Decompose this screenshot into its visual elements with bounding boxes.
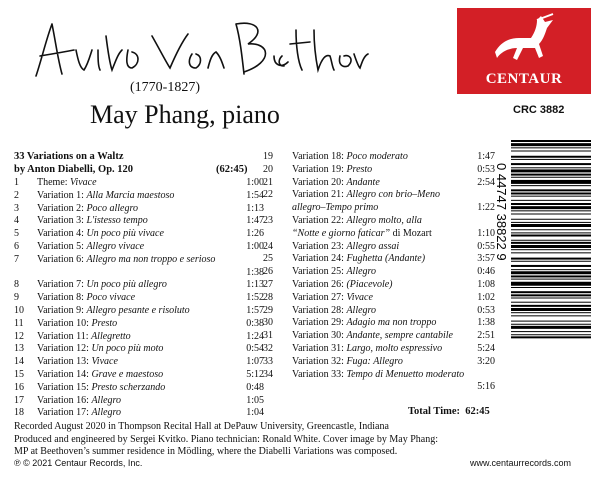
track-tempo: Allegro — [91, 407, 122, 419]
track-number: 27 — [263, 279, 273, 290]
barcode-bar — [511, 159, 591, 160]
track-duration: 3:57 — [477, 253, 495, 265]
centaur-icon — [487, 12, 561, 68]
barcode-bar — [511, 193, 591, 195]
credit-line-recorded: Recorded August 2020 in Thompson Recital Hall at DePauw University, Greencastle, Indiana — [14, 421, 389, 432]
track-number: 11 — [14, 317, 24, 329]
track-duration: 1:00 — [246, 177, 264, 188]
barcode-bar — [511, 258, 591, 260]
barcode-bar — [511, 271, 591, 274]
track-row — [263, 278, 495, 291]
track-tempo: Alla Marcia maestoso — [86, 189, 175, 201]
barcode-bar — [511, 167, 591, 168]
track-number: 8 — [14, 279, 19, 291]
track-row — [263, 163, 495, 176]
barcode-bar — [511, 174, 591, 176]
track-tempo: Tempo di Menuetto moderato — [346, 368, 465, 380]
track-row — [263, 176, 495, 189]
track-title — [292, 265, 376, 278]
track-number: 23 — [263, 215, 273, 226]
track-title-prefix: Variation 13: — [37, 356, 92, 368]
track-title-prefix: Variation 9: — [37, 305, 87, 316]
barcode-bar — [511, 312, 591, 313]
track-duration: 1:54 — [246, 189, 264, 201]
track-duration: 1:02 — [477, 291, 495, 303]
track-row — [14, 304, 264, 317]
track-title — [37, 189, 174, 202]
track-number: 22 — [263, 189, 273, 201]
track-title-prefix: Variation 30: — [292, 330, 347, 342]
barcode-bar — [511, 169, 591, 172]
track-title-prefix: Variation 1: — [37, 189, 87, 201]
track-tempo: Fuga: Allegro — [346, 355, 403, 367]
track-tempo: Grave e maestoso — [91, 369, 164, 380]
track-tempo: Presto scherzando — [91, 381, 166, 393]
track-title-prefix: Variation 2: — [37, 202, 87, 214]
barcode-bar — [511, 336, 591, 338]
track-title-prefix: Variation 21: — [292, 189, 347, 201]
track-duration: 5:16 — [477, 381, 495, 393]
barcode-bar — [511, 177, 591, 178]
copyright: ℗ © 2021 Centaur Records, Inc. — [14, 458, 143, 468]
track-title — [37, 394, 121, 407]
total-time-label: Total Time: — [408, 406, 461, 417]
track-title-prefix: Variation 24: — [292, 253, 347, 265]
track-number: 6 — [14, 241, 19, 252]
track-title — [292, 329, 453, 342]
track-tempo: Largo, molto espressivo — [346, 343, 443, 354]
track-tempo: Allegro — [346, 266, 377, 278]
track-duration: 0:53 — [477, 304, 495, 316]
track-title — [37, 330, 131, 343]
track-row — [14, 253, 264, 266]
track-title-prefix: Variation 22: — [292, 215, 347, 226]
performer-name: May Phang, piano — [90, 100, 280, 129]
barcode-bar — [511, 219, 591, 220]
barcode-bar — [511, 200, 591, 201]
barcode-bar — [511, 240, 591, 241]
track-row — [263, 240, 495, 253]
track-title — [292, 316, 436, 329]
credit-line-cover: MP at Beethoven’s summer residence in Mödling, where the Diabelli Variations was composed. — [14, 446, 398, 457]
track-tempo: Allegro pesante e risoluto — [86, 305, 190, 316]
track-duration: 2:54 — [477, 176, 495, 188]
track-number: 16 — [14, 381, 24, 393]
track-tempo: Allegretto — [91, 330, 131, 342]
track-tempo: Allegro con brio–Meno — [346, 189, 440, 201]
track-duration: 1:57 — [246, 305, 264, 316]
barcode-bar — [511, 203, 591, 205]
track-title-prefix: Variation 20: — [292, 176, 347, 188]
track-row — [263, 150, 495, 163]
barcode-bar — [511, 147, 591, 148]
barcode-bar — [511, 151, 591, 152]
catalog-number: CRC 3882 — [513, 104, 565, 116]
track-number: 30 — [263, 317, 273, 329]
track-row — [14, 368, 264, 381]
barcode-bar — [511, 282, 591, 286]
track-title-prefix: Variation 6: — [37, 253, 87, 265]
track-title-prefix: Variation 19: — [292, 163, 347, 175]
track-number: 10 — [14, 305, 24, 316]
track-tempo: Andante — [346, 176, 380, 188]
track-title — [292, 201, 378, 214]
track-title-prefix: Variation 29: — [292, 317, 347, 329]
barcode-bar — [511, 210, 591, 211]
track-row — [14, 330, 264, 343]
track-duration: 1:00 — [246, 241, 264, 252]
barcode-bar — [511, 140, 591, 142]
track-title — [37, 355, 118, 368]
track-tempo: Allegro vivace — [86, 241, 145, 252]
track-row — [263, 316, 495, 329]
track-number: 5 — [14, 228, 19, 240]
track-tempo: Allegro molto, alla — [346, 215, 422, 226]
barcode-bar — [511, 279, 591, 280]
track-tempo: L'istesso tempo — [86, 215, 148, 227]
track-row — [14, 266, 264, 279]
track-title — [37, 381, 165, 394]
track-title — [292, 188, 440, 201]
track-tempo: allegro–Tempo primo — [292, 202, 379, 214]
track-number: 20 — [263, 163, 273, 175]
track-tempo: Allegro ma non troppo e serioso — [86, 253, 216, 265]
track-title-prefix: Variation 23: — [292, 240, 347, 252]
track-title-prefix: Variation 7: — [37, 279, 87, 291]
track-number: 32 — [263, 343, 273, 354]
track-row — [263, 368, 495, 381]
track-tempo: Un poco più allegro — [86, 279, 167, 291]
track-title — [292, 240, 399, 253]
track-title-prefix: Variation 5: — [37, 241, 87, 252]
barcode-bar — [511, 143, 591, 146]
track-row — [14, 394, 264, 407]
track-number: 34 — [263, 368, 273, 380]
track-title-prefix: Variation 14: — [37, 369, 92, 380]
logo-brand-text: CENTAUR — [485, 71, 563, 87]
barcode-bar — [511, 232, 591, 233]
track-row — [14, 381, 264, 394]
track-number: 31 — [263, 330, 273, 342]
track-number: 2 — [14, 189, 19, 201]
track-duration: 3:20 — [477, 355, 495, 367]
track-row — [263, 265, 495, 278]
track-title — [292, 252, 425, 265]
track-title — [292, 291, 373, 304]
track-title — [37, 291, 135, 304]
track-duration: 5:24 — [477, 343, 495, 354]
track-row — [14, 189, 264, 202]
track-number: 3 — [14, 202, 19, 214]
barcode-bar — [511, 287, 591, 288]
barcode-bar — [511, 321, 591, 322]
barcode-bar — [511, 269, 591, 270]
track-duration: 1:04 — [246, 407, 264, 419]
track-row — [14, 278, 264, 291]
track-number: 24 — [263, 240, 273, 252]
barcode-bar — [511, 308, 591, 311]
track-title — [292, 278, 393, 291]
track-duration: 2:51 — [477, 330, 495, 342]
barcode-digits — [482, 163, 509, 393]
track-tempo: Presto — [346, 163, 373, 175]
track-row — [263, 342, 495, 355]
barcode-bar — [511, 180, 591, 184]
track-row — [263, 304, 495, 317]
track-title-prefix: Variation 31: — [292, 343, 347, 354]
track-tempo: Poco vivace — [86, 292, 136, 304]
work-subtitle: by Anton Diabelli, Op. 120 — [14, 164, 134, 175]
track-row — [263, 214, 495, 227]
barcode-bar — [511, 305, 591, 307]
track-title — [37, 368, 163, 381]
barcode-bar — [511, 235, 591, 237]
work-duration: (62:45) — [216, 164, 248, 175]
track-duration: 1:52 — [246, 292, 264, 304]
track-number: 4 — [14, 215, 19, 227]
track-tempo: (Piacevole) — [346, 279, 393, 290]
track-number: 1 — [14, 177, 19, 188]
barcode-bar — [511, 206, 591, 209]
barcode-bar — [511, 334, 591, 335]
track-tempo: Adagio ma non troppo — [346, 317, 437, 329]
barcode-bar — [511, 275, 591, 277]
barcode-bar — [511, 224, 591, 227]
track-title-prefix: Variation 25: — [292, 266, 347, 278]
barcode-bar — [511, 261, 591, 262]
track-row — [263, 329, 495, 342]
track-title — [292, 150, 408, 163]
credit-line-produced: Produced and engineered by Sergei Kvitko. Piano technician: Ronald White. Cover image by May Phang: — [14, 434, 438, 445]
track-title-prefix: Variation 10: — [37, 317, 92, 329]
track-tempo: Poco allegro — [86, 202, 138, 214]
track-duration: 1:38 — [477, 317, 495, 329]
barcode-bar — [511, 229, 591, 230]
barcode-bar — [511, 222, 591, 223]
track-duration: 0:54 — [246, 343, 264, 355]
barcode-bar — [511, 294, 591, 296]
track-title-prefix: Variation 12: — [37, 343, 92, 355]
track-row — [263, 355, 495, 368]
track-title — [292, 163, 372, 176]
track-title-prefix: Variation 18: — [292, 151, 347, 162]
track-duration: 0:55 — [477, 240, 495, 252]
track-duration: 1:24 — [246, 330, 264, 342]
track-tempo: “Notte e giorno faticar” — [292, 227, 391, 239]
track-duration: 0:38 — [246, 317, 264, 329]
life-dates: (1770-1827) — [130, 80, 200, 95]
track-row — [14, 240, 264, 253]
track-title-suffix: di Mozart — [390, 227, 432, 239]
track-duration: 1:08 — [477, 279, 495, 290]
track-title — [37, 406, 121, 419]
track-duration: 0:46 — [477, 266, 495, 278]
work-title: 33 Variations on a Waltz — [14, 151, 124, 162]
track-title-prefix: Variation 11: — [37, 330, 92, 342]
track-duration: 1:22 — [477, 202, 495, 214]
track-title — [37, 202, 138, 215]
track-duration: 1:47 — [246, 215, 264, 227]
track-row — [14, 406, 264, 419]
track-row — [263, 227, 495, 240]
track-title — [37, 176, 97, 189]
barcode-bar — [511, 156, 591, 158]
track-row — [14, 214, 264, 227]
barcode-bar — [511, 315, 591, 316]
barcode-bar — [511, 326, 591, 329]
track-title-prefix: Variation 28: — [292, 304, 347, 316]
barcode-bar — [511, 249, 591, 250]
total-time-value: 62:45 — [465, 406, 490, 417]
barcode-number: 0 44747 38822 9 — [494, 163, 509, 261]
barcode-bar — [511, 265, 591, 267]
barcode-bar — [511, 242, 591, 244]
track-number: 15 — [14, 369, 24, 380]
track-tempo: Un poco più vivace — [86, 228, 164, 240]
track-row — [14, 355, 264, 368]
track-title-prefix: Variation 33: — [292, 368, 347, 380]
track-number: 28 — [263, 291, 273, 303]
barcode-bar — [511, 298, 591, 299]
barcode — [511, 140, 591, 340]
track-number: 17 — [14, 394, 24, 406]
track-number: 26 — [263, 266, 273, 278]
track-title-prefix: Variation 16: — [37, 394, 92, 406]
track-title-prefix: Variation 4: — [37, 228, 87, 240]
track-duration: 5:12 — [246, 369, 264, 380]
track-title — [37, 304, 190, 317]
track-duration: 1:26 — [246, 228, 264, 240]
track-duration: 1:13 — [246, 202, 264, 214]
track-row — [263, 291, 495, 304]
barcode-bar — [511, 245, 591, 248]
track-tempo: Vivace — [70, 177, 97, 188]
track-title — [37, 214, 148, 227]
track-row — [263, 252, 495, 265]
track-title — [292, 176, 380, 189]
track-row — [14, 176, 264, 189]
track-tempo: Presto — [91, 317, 118, 329]
track-tempo: Allegro — [346, 304, 377, 316]
track-row — [263, 380, 495, 393]
barcode-bar — [511, 185, 591, 186]
track-duration: 1:47 — [477, 151, 495, 162]
track-title — [37, 240, 144, 253]
track-number: 33 — [263, 355, 273, 367]
track-tempo: Vivace — [91, 356, 118, 368]
barcode-bar — [511, 252, 591, 253]
track-number: 25 — [263, 253, 273, 265]
track-duration: 0:48 — [246, 381, 264, 393]
track-duration: 1:38 — [246, 266, 264, 278]
track-number: 13 — [14, 343, 24, 355]
track-title — [37, 278, 167, 291]
track-duration: 1:05 — [246, 394, 264, 406]
track-title — [292, 355, 403, 368]
track-title — [37, 317, 117, 330]
track-tempo: Allegro assai — [346, 240, 400, 252]
website-link[interactable]: www.centaurrecords.com — [470, 458, 572, 468]
track-title-prefix: Variation 17: — [37, 407, 92, 419]
track-title-prefix: Variation 15: — [37, 381, 92, 393]
track-title-prefix: Variation 26: — [292, 279, 347, 290]
track-tempo: Poco moderato — [346, 151, 408, 162]
track-duration: 1:13 — [246, 279, 264, 291]
track-row — [14, 291, 264, 304]
track-tempo: Fughetta (Andante) — [346, 253, 426, 265]
track-duration: 1:10 — [477, 227, 495, 239]
track-duration: 0:53 — [477, 163, 495, 175]
track-row — [14, 202, 264, 215]
track-number: 19 — [263, 151, 273, 162]
track-title-prefix: Variation 8: — [37, 292, 87, 304]
track-number: 29 — [263, 304, 273, 316]
barcode-bar — [511, 302, 591, 303]
barcode-bar — [511, 163, 591, 165]
barcode-bar — [511, 214, 591, 215]
track-row — [263, 188, 495, 201]
track-number: 14 — [14, 356, 24, 368]
track-title — [292, 304, 376, 317]
track-title-prefix: Variation 3: — [37, 215, 87, 227]
track-tempo: Allegro — [91, 394, 122, 406]
track-tempo: Andante, sempre cantabile — [346, 330, 453, 342]
barcode-bar — [511, 324, 591, 325]
track-row — [14, 227, 264, 240]
track-row — [263, 201, 495, 214]
barcode-bar — [511, 189, 591, 191]
track-number: 9 — [14, 292, 19, 304]
track-title — [37, 342, 163, 355]
total-time — [408, 406, 490, 417]
track-title — [292, 368, 464, 381]
barcode-bar — [511, 196, 591, 197]
track-row — [14, 317, 264, 330]
track-title-prefix: Variation 27: — [292, 291, 347, 303]
track-title — [37, 227, 164, 240]
track-title — [292, 214, 422, 227]
track-number: 12 — [14, 330, 24, 342]
barcode-bar — [511, 331, 591, 332]
track-title-prefix: Variation 32: — [292, 355, 347, 367]
track-number: 18 — [14, 407, 24, 419]
track-title — [292, 342, 442, 355]
track-title-prefix: Theme: — [37, 177, 71, 188]
barcode-bar — [511, 291, 591, 293]
track-tempo: Un poco più moto — [91, 343, 164, 355]
track-number: 7 — [14, 253, 19, 265]
track-title — [292, 227, 432, 240]
track-duration: 1:07 — [246, 356, 264, 368]
track-row — [14, 342, 264, 355]
track-number: 21 — [263, 176, 273, 188]
track-tempo: Vivace — [346, 291, 373, 303]
track-title — [37, 253, 215, 266]
